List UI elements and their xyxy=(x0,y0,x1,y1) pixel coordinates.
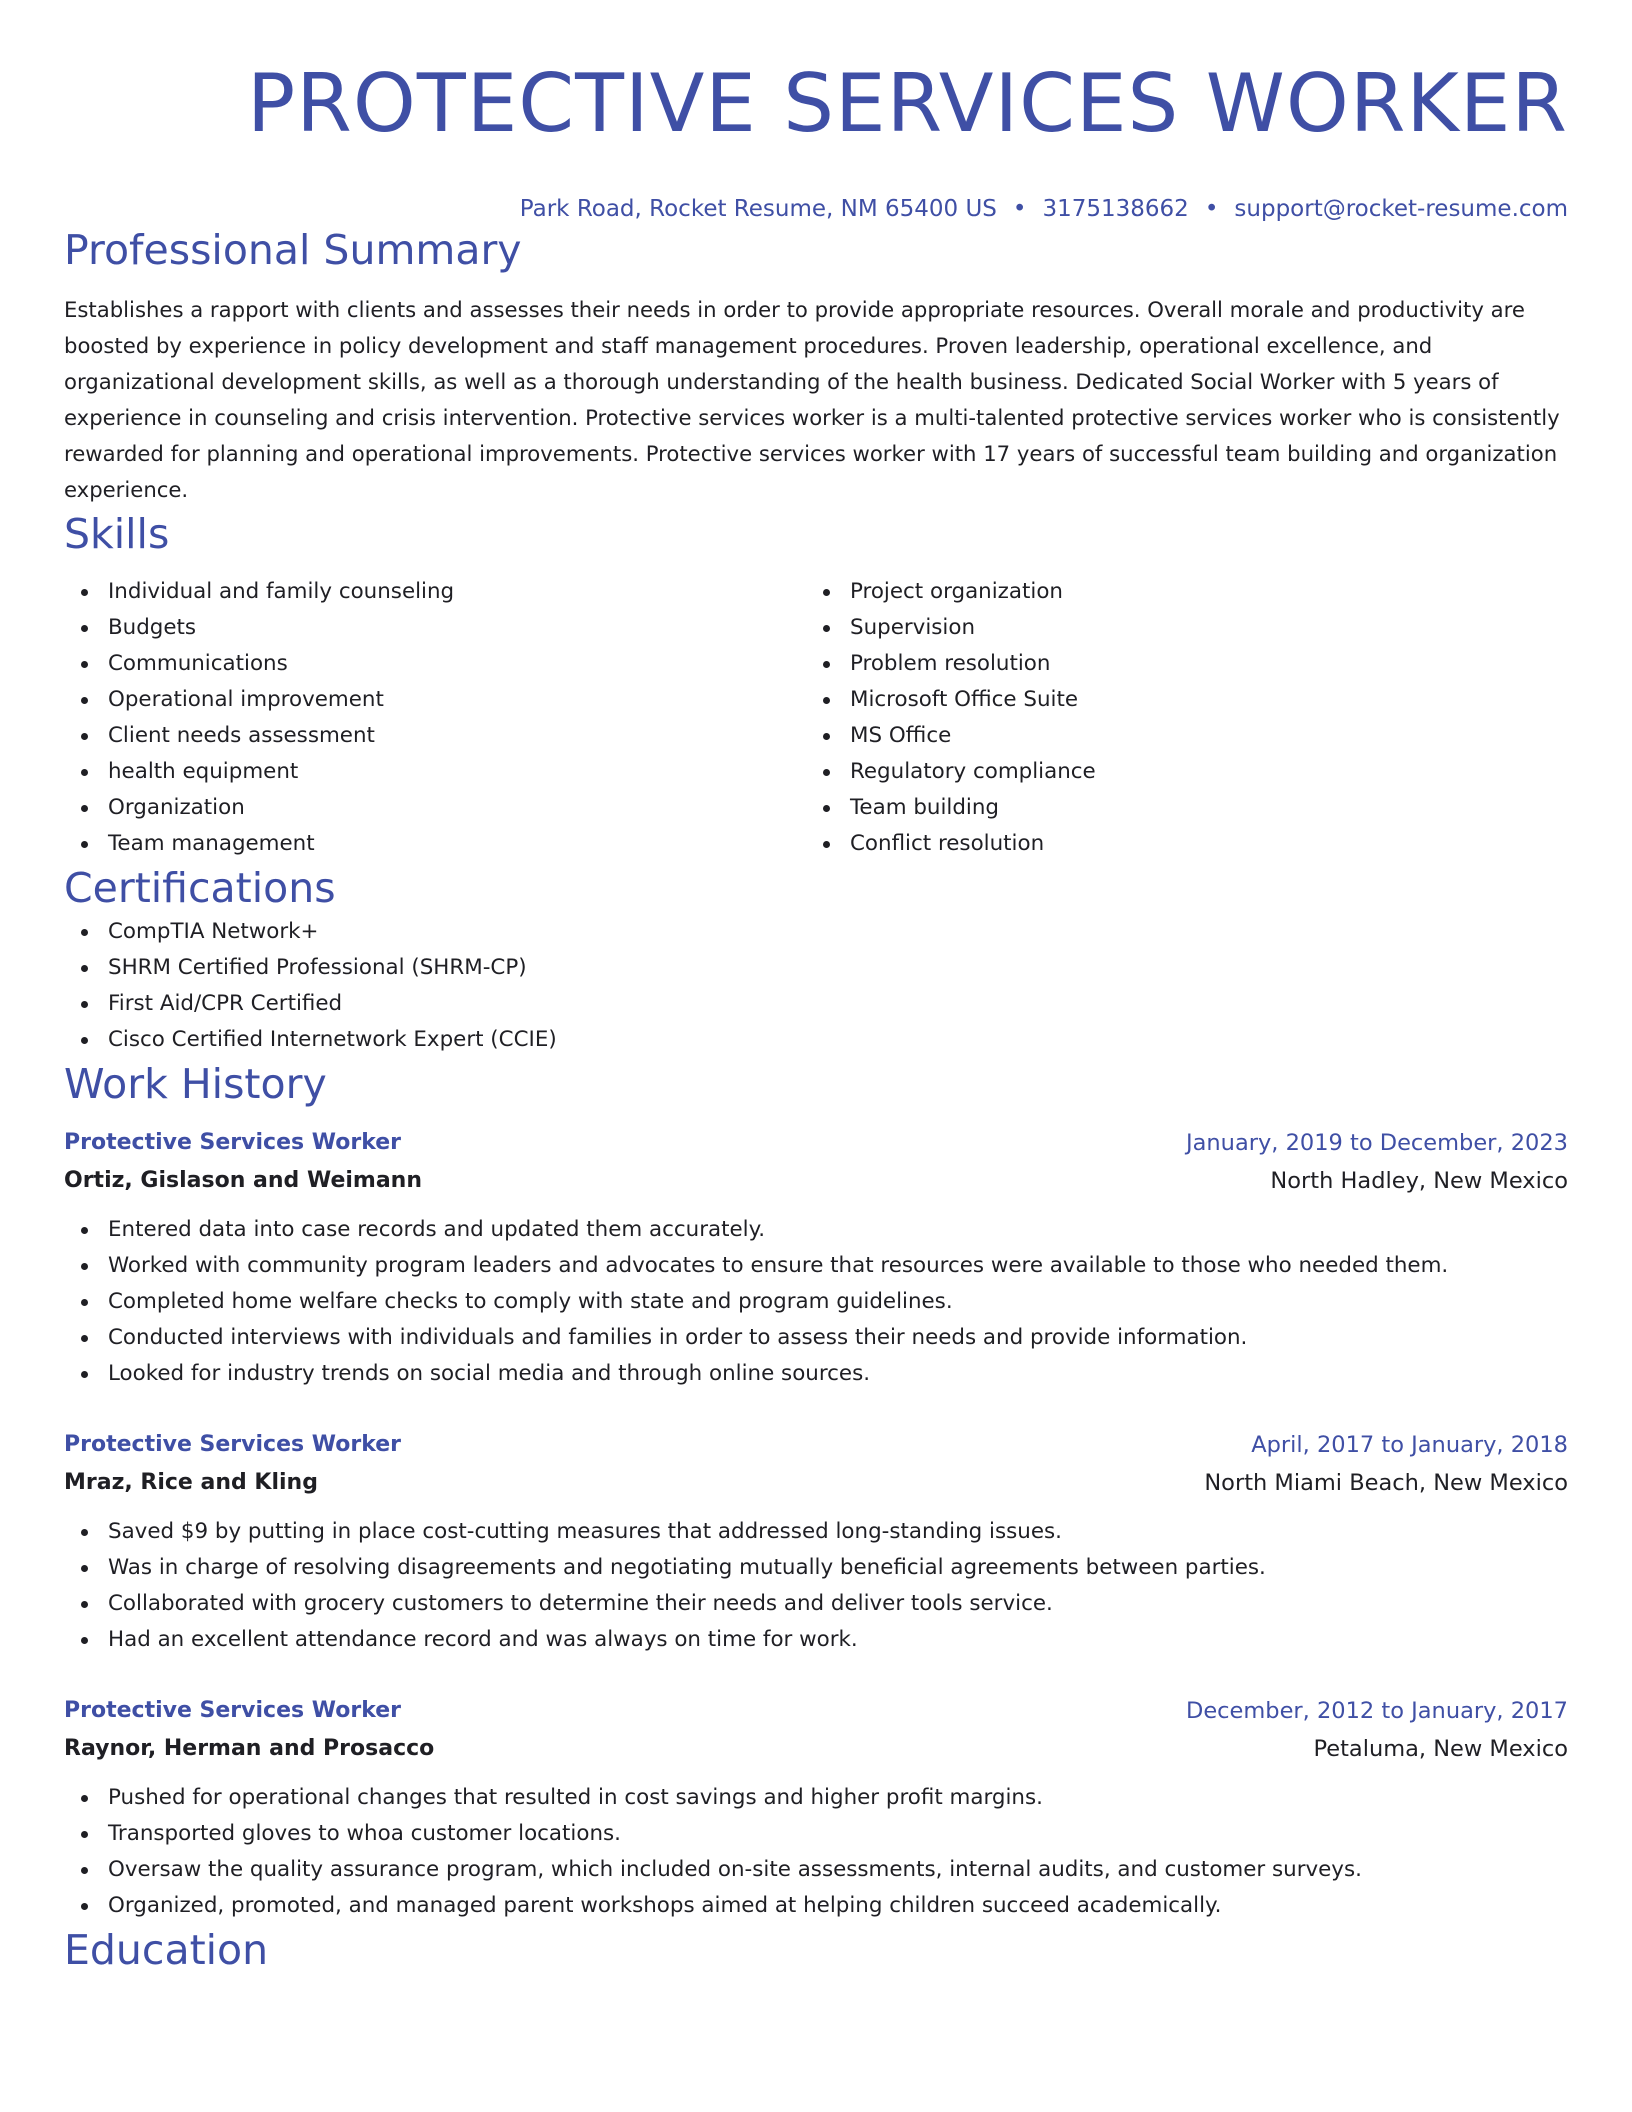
certification-item: Cisco Certified Internetwork Expert (CCIE) xyxy=(64,1022,1568,1058)
contact-separator: • xyxy=(1204,196,1219,222)
skills-list-left xyxy=(64,574,806,862)
certifications-list xyxy=(64,914,1568,1058)
work-history-heading: Work History xyxy=(64,1060,327,1108)
skill-item: Team management xyxy=(64,826,806,862)
certification-item: CompTIA Network+ xyxy=(64,914,1568,950)
job-title: Protective Services Worker xyxy=(64,1130,402,1155)
skills-heading: Skills xyxy=(64,510,170,558)
summary-text: Establishes a rapport with clients and assesses their needs in order to provide appropriate resources. Overall morale and productivity are boosted by experience in policy development and staff management procedures. Proven leadership, operational excellence, and organizational development skills, as well as a thorough understanding of the health business. Dedicated Social Worker with 5 years of experience in counseling and crisis intervention. Protective services worker is a multi-talented protective services worker who is consistently rewarded for planning and operational improvements. Protective services worker with 17 years of successful team building and organization experience. xyxy=(64,297,1560,502)
job-company: Raynor, Herman and Prosacco xyxy=(64,1736,435,1761)
skill-item: Communications xyxy=(64,646,806,682)
certifications-heading: Certifications xyxy=(64,864,336,912)
skill-item: Budgets xyxy=(64,610,806,646)
job-dates: December, 2012 to January, 2017 xyxy=(1186,1698,1568,1724)
skill-item: Client needs assessment xyxy=(64,718,806,754)
job-bullet: Saved $9 by putting in place cost-cutting measures that addressed long-standing issues. xyxy=(64,1514,1568,1550)
job-title: Protective Services Worker xyxy=(64,1698,402,1723)
skill-item: Individual and family counseling xyxy=(64,574,806,610)
contact-line xyxy=(64,194,1568,224)
education-heading: Education xyxy=(64,1926,269,1974)
job-bullets xyxy=(64,1212,1568,1392)
summary-heading: Professional Summary xyxy=(64,226,522,274)
job-bullet: Conducted interviews with individuals and families in order to assess their needs and provide information. xyxy=(64,1320,1568,1356)
certification-item: First Aid/CPR Certified xyxy=(64,986,1568,1022)
job-dates: April, 2017 to January, 2018 xyxy=(1251,1432,1568,1458)
skill-item: Problem resolution xyxy=(806,646,1548,682)
resume-name: PROTECTIVE SERVICES WORKER xyxy=(247,57,1568,150)
job-entry xyxy=(64,1426,1568,1658)
skill-item: MS Office xyxy=(806,718,1548,754)
job-company-row xyxy=(64,1464,1568,1502)
job-header-row xyxy=(64,1692,1568,1730)
job-company-row xyxy=(64,1730,1568,1768)
skill-item: health equipment xyxy=(64,754,806,790)
job-bullet: Oversaw the quality assurance program, which included on-site assessments, internal audits, and customer surveys. xyxy=(64,1852,1568,1888)
job-location: North Miami Beach, New Mexico xyxy=(1204,1470,1568,1496)
job-bullet: Completed home welfare checks to comply with state and program guidelines. xyxy=(64,1284,1568,1320)
job-bullet: Collaborated with grocery customers to determine their needs and deliver tools service. xyxy=(64,1586,1568,1622)
contact-phone: 3175138662 xyxy=(1042,196,1189,222)
skill-item: Conflict resolution xyxy=(806,826,1548,862)
job-entry xyxy=(64,1692,1568,1924)
skill-item: Regulatory compliance xyxy=(806,754,1548,790)
job-bullets xyxy=(64,1514,1568,1658)
certification-item: SHRM Certified Professional (SHRM-CP) xyxy=(64,950,1568,986)
job-entry xyxy=(64,1124,1568,1392)
job-header-row xyxy=(64,1426,1568,1464)
contact-address: Park Road, Rocket Resume, NM 65400 US xyxy=(519,196,997,222)
skill-item: Team building xyxy=(806,790,1548,826)
resume-page xyxy=(64,0,1568,1976)
job-company: Ortiz, Gislason and Weimann xyxy=(64,1168,422,1193)
job-location: North Hadley, New Mexico xyxy=(1270,1168,1568,1194)
job-title: Protective Services Worker xyxy=(64,1432,402,1457)
job-bullet: Transported gloves to whoa customer locations. xyxy=(64,1816,1568,1852)
job-bullet: Entered data into case records and updated them accurately. xyxy=(64,1212,1568,1248)
contact-email: support@rocket-resume.com xyxy=(1234,196,1568,222)
skill-item: Project organization xyxy=(806,574,1548,610)
job-bullet: Looked for industry trends on social media and through online sources. xyxy=(64,1356,1568,1392)
job-bullet: Worked with community program leaders and advocates to ensure that resources were available to those who needed them. xyxy=(64,1248,1568,1284)
skill-item: Organization xyxy=(64,790,806,826)
contact-separator: • xyxy=(1012,196,1027,222)
job-header-row xyxy=(64,1124,1568,1162)
skill-item: Microsoft Office Suite xyxy=(806,682,1548,718)
job-company-row xyxy=(64,1162,1568,1200)
job-bullet: Had an excellent attendance record and was always on time for work. xyxy=(64,1622,1568,1658)
skill-item: Supervision xyxy=(806,610,1548,646)
job-location: Petaluma, New Mexico xyxy=(1313,1736,1568,1762)
skills-columns xyxy=(64,574,1568,862)
job-company: Mraz, Rice and Kling xyxy=(64,1470,318,1495)
job-bullets xyxy=(64,1780,1568,1924)
job-bullet: Organized, promoted, and managed parent workshops aimed at helping children succeed academically. xyxy=(64,1888,1568,1924)
skills-list-right xyxy=(806,574,1548,862)
job-bullet: Was in charge of resolving disagreements and negotiating mutually beneficial agreements between parties. xyxy=(64,1550,1568,1586)
skill-item: Operational improvement xyxy=(64,682,806,718)
job-dates: January, 2019 to December, 2023 xyxy=(1186,1130,1568,1156)
job-bullet: Pushed for operational changes that resulted in cost savings and higher profit margins. xyxy=(64,1780,1568,1816)
